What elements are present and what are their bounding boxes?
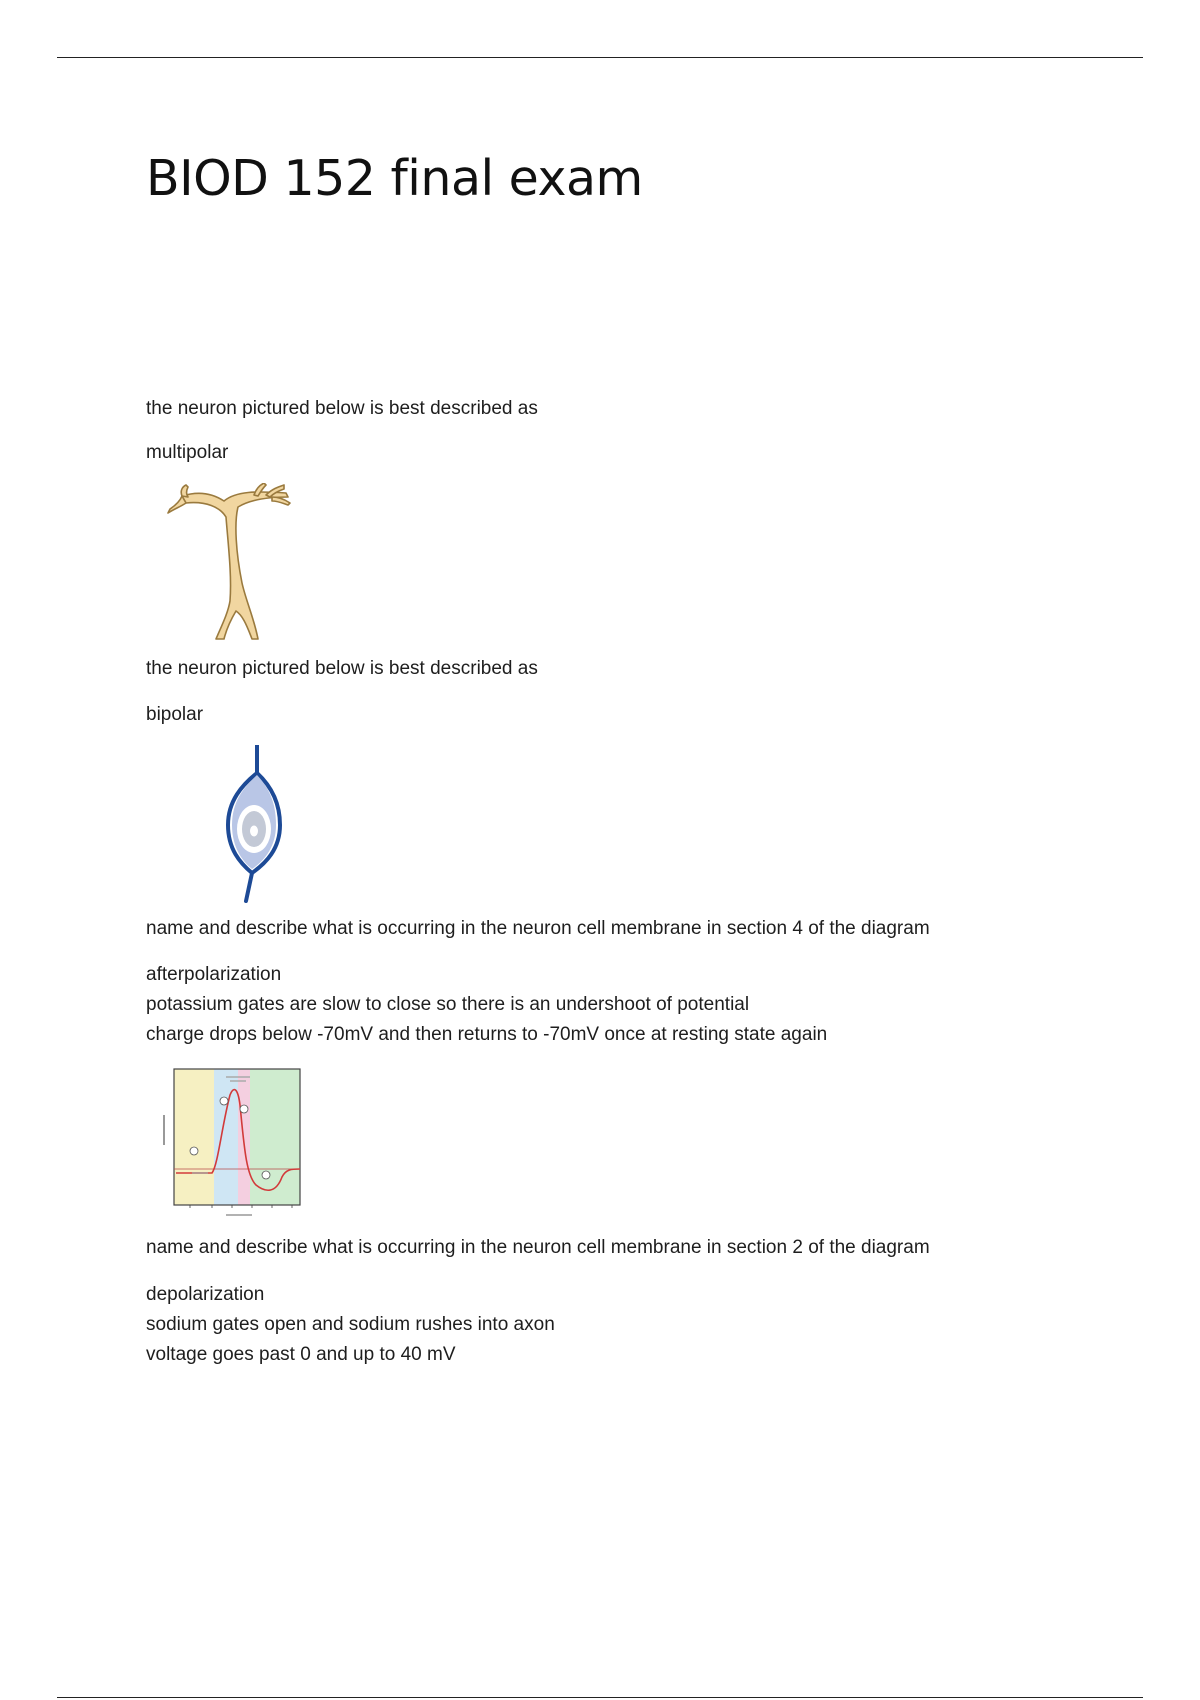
action-potential-graph-image [146, 1065, 311, 1225]
card-3-answer-line-2: potassium gates are slow to close so there is an undershoot of potential [146, 994, 750, 1015]
card-3-question: name and describe what is occurring in the neuron cell membrane in section 4 of the diagram [146, 918, 930, 939]
card-3-answer-term: afterpolarization [146, 964, 282, 985]
top-rule [57, 57, 1143, 58]
card-1-question: the neuron pictured below is best described as [146, 398, 538, 419]
card-3-answer-line-3: charge drops below -70mV and then returns to -70mV once at resting state again [146, 1024, 828, 1045]
card-4-answer-line-2: sodium gates open and sodium rushes into axon [146, 1314, 555, 1335]
card-4-question: name and describe what is occurring in the neuron cell membrane in section 2 of the diagram [146, 1237, 930, 1258]
card-4-answer-line-3: voltage goes past 0 and up to 40 mV [146, 1344, 456, 1365]
multipolar-neuron-image [146, 483, 311, 641]
bottom-rule [57, 1697, 1143, 1698]
bipolar-neuron-image [146, 745, 311, 903]
card-2-answer: bipolar [146, 704, 204, 725]
card-4-answer-term: depolarization [146, 1284, 265, 1305]
card-2-question: the neuron pictured below is best described as [146, 658, 538, 679]
page-title: BIOD 152 final exam [146, 150, 643, 207]
card-1-answer: multipolar [146, 442, 229, 463]
